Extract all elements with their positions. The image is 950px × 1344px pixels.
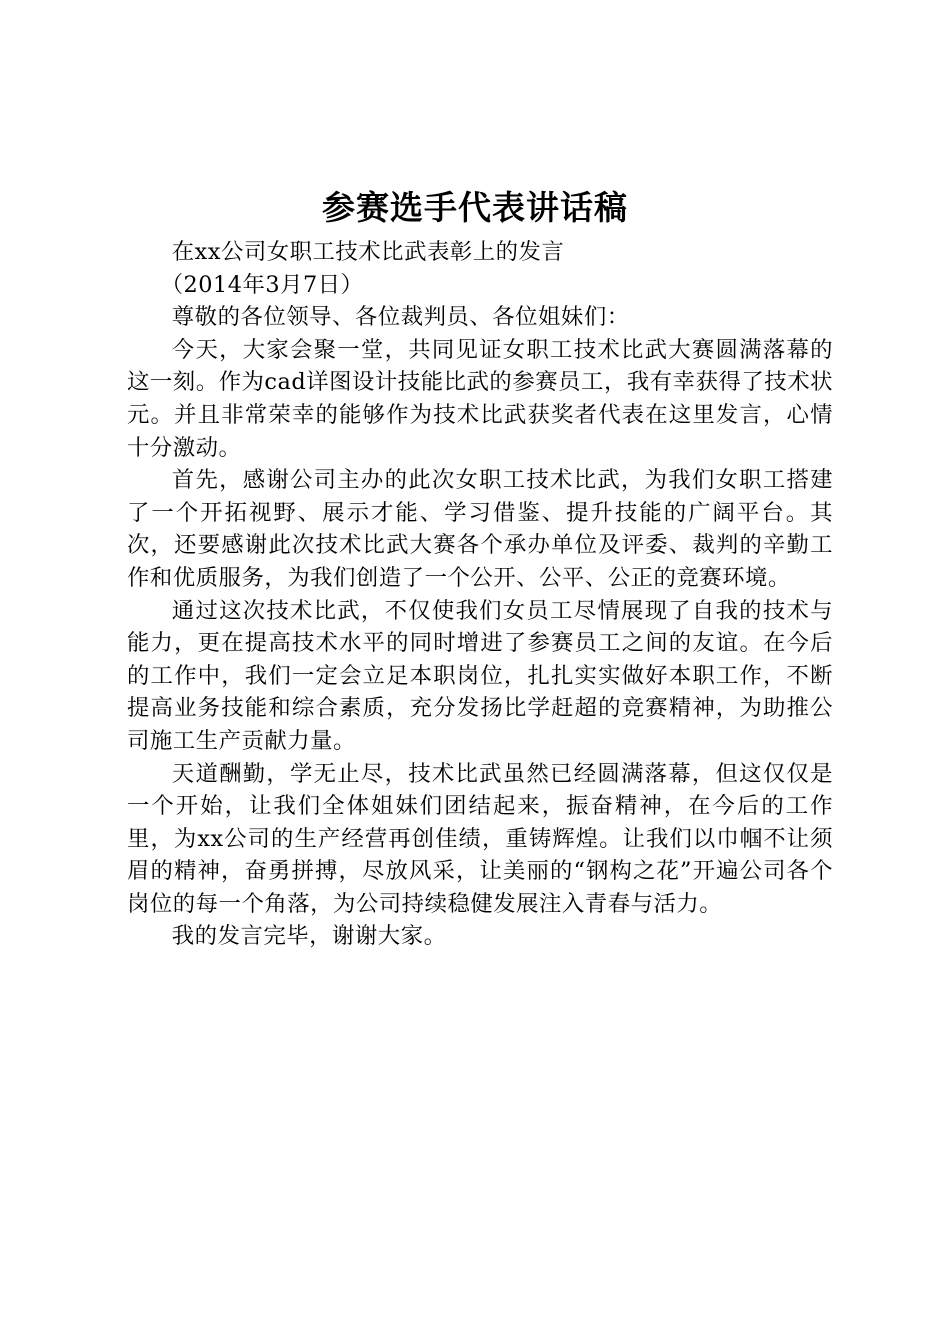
document-title: 参赛选手代表讲话稿 xyxy=(322,188,628,227)
body-paragraph: 今天，大家会聚一堂，共同见证女职工技术比武大赛圆满落幕的这一刻。作为cad详图设计技能比武的参赛员工，我有幸获得了技术状元。并且非常荣幸的能够作为技术比武获奖者代表在这里发言，心情十分激动。 xyxy=(127,336,833,461)
body-paragraph: 通过这次技术比武，不仅使我们女员工尽情展现了自我的技术与能力，更在提高技术水平的同时增进了参赛员工之间的友谊。在今后的工作中，我们一定会立足本职岗位，扎扎实实做好本职工作，不断提高业务技能和综合素质，充分发扬比学赶超的竞赛精神，为助推公司施工生产贡献力量。 xyxy=(127,597,833,754)
subtitle: 在xx公司女职工技术比武表彰上的发言 xyxy=(171,239,565,265)
body-paragraph: 天道酬勤，学无止尽，技术比武虽然已经圆满落幕，但这仅仅是一个开始，让我们全体姐妹们团结起来，振奋精神，在今后的工作里，为xx公司的生产经营再创佳绩，重铸辉煌。让我们以巾帼不让须眉的精神，奋勇拼搏，尽放风采，让美丽的“钢构之花”开遍公司各个岗位的每一个角落，为公司持续稳健发展注入青春与活力。 xyxy=(127,760,833,917)
speech-date: （2014年3月7日） xyxy=(160,271,364,298)
closing-line: 我的发言完毕，谢谢大家。 xyxy=(171,923,447,950)
body-paragraph: 首先，感谢公司主办的此次女职工技术比武，为我们女职工搭建了一个开拓视野、展示才能、学习借鉴、提升技能的广阔平台。其次，还要感谢此次技术比武大赛各个承办单位及评委、裁判的辛勤工作和优质服务，为我们创造了一个公开、公平、公正的竞赛环境。 xyxy=(127,467,833,591)
document-body xyxy=(127,236,833,953)
salutation: 尊敬的各位领导、各位裁判员、各位姐妹们： xyxy=(171,304,630,331)
